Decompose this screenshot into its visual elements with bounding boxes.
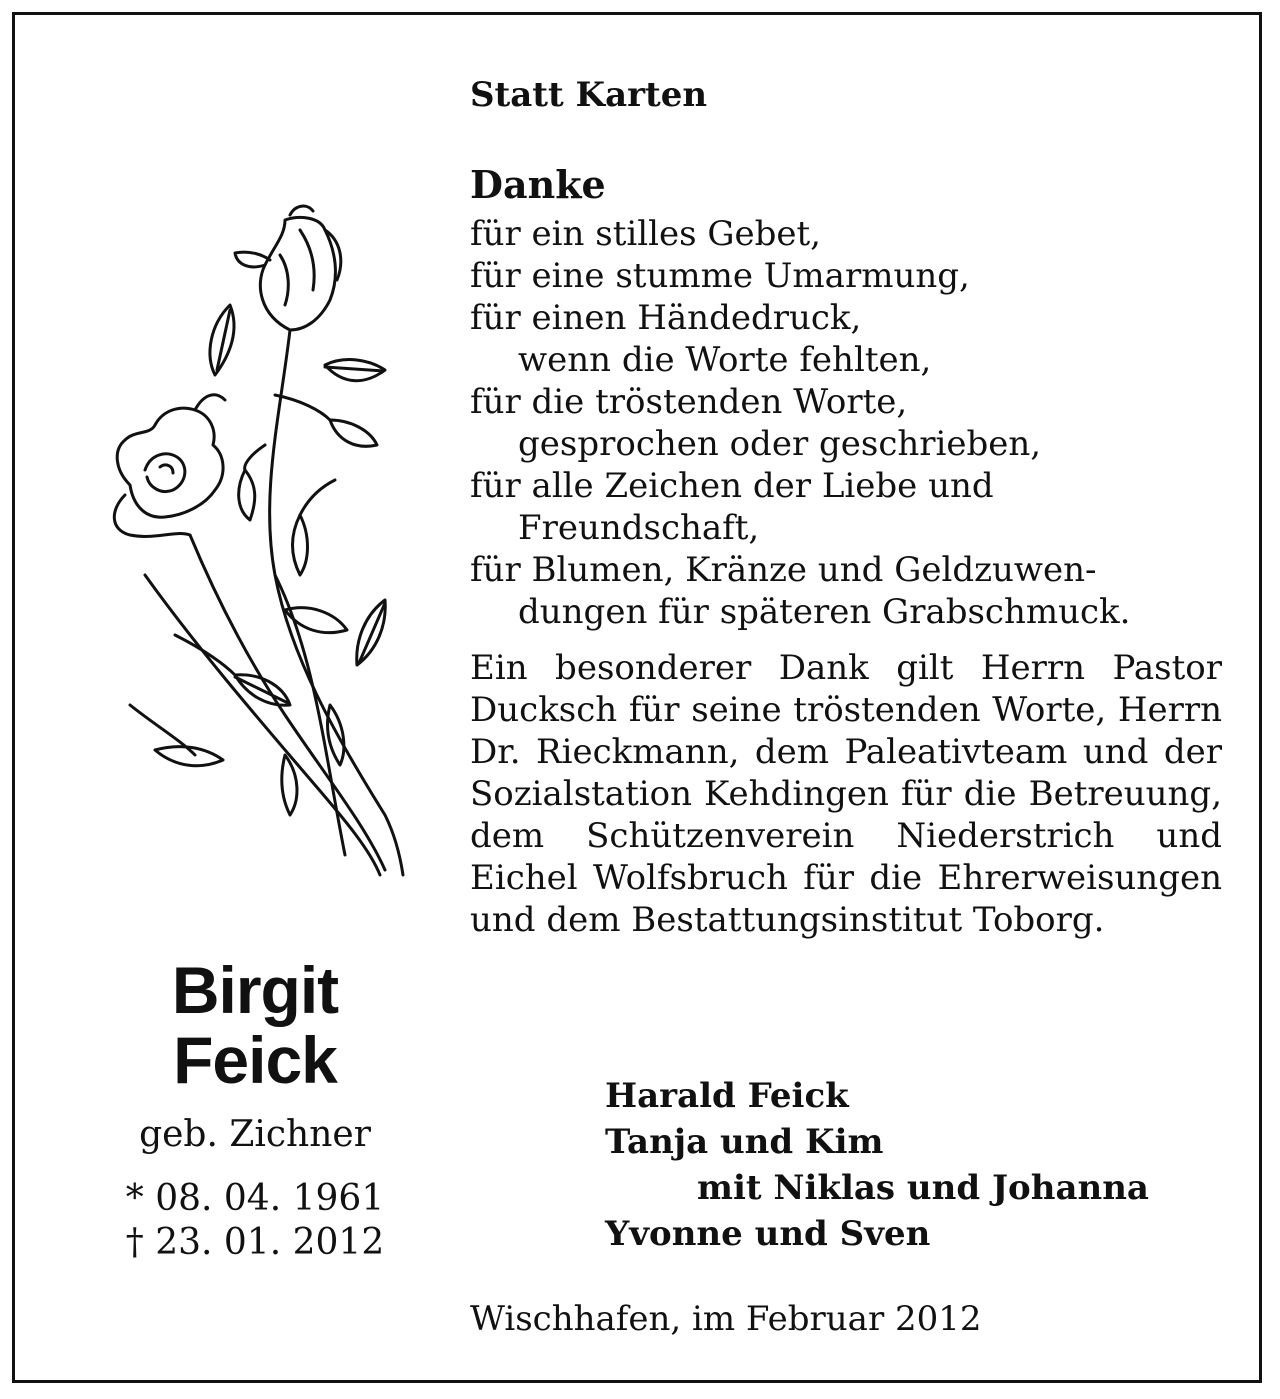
thanks-title: Danke bbox=[470, 162, 606, 207]
last-name: Feick bbox=[173, 1023, 337, 1097]
poem-line: für die tröstenden Worte, bbox=[470, 382, 908, 422]
birth-date: * 08. 04. 1961 bbox=[125, 1178, 385, 1219]
poem-line: Freundschaft, bbox=[518, 508, 760, 548]
poem-line: dungen für späteren Grabschmuck. bbox=[518, 592, 1131, 632]
life-dates bbox=[75, 1177, 435, 1265]
poem-line: für Blumen, Kränze und Geldzuwen- bbox=[470, 550, 1097, 590]
maiden-name: geb. Zichner bbox=[139, 1114, 371, 1155]
obituary-card bbox=[12, 12, 1262, 1383]
rose-illustration bbox=[85, 195, 415, 885]
signature-line: mit Niklas und Johanna bbox=[697, 1168, 1149, 1208]
signatures bbox=[605, 1073, 1149, 1257]
poem-line: für ein stilles Gebet, bbox=[470, 214, 821, 254]
poem-line: wenn die Worte fehlten, bbox=[518, 340, 932, 380]
first-name: Birgit bbox=[171, 953, 339, 1027]
thanks-paragraph: Ein besonderer Dank gilt Herrn Pastor Ducksch für seine tröstenden Worte, Herrn Dr. Rieckmann, dem Paleativteam und der Sozialstation Kehdingen für die Betreuung, dem Schützenverein Niederstrich und Eichel Wolfsbruch für die Ehrerweisungen und dem Bestattungsinstitut Toborg. bbox=[470, 648, 1222, 940]
deceased-name bbox=[75, 955, 435, 1095]
poem-line: für einen Händedruck, bbox=[470, 298, 862, 338]
poem-line: gesprochen oder geschrieben, bbox=[518, 424, 1042, 464]
thanks-poem bbox=[470, 213, 1230, 633]
poem-line: für alle Zeichen der Liebe und bbox=[470, 466, 994, 506]
place-date: Wischhafen, im Februar 2012 bbox=[470, 1299, 982, 1339]
header-text: Statt Karten bbox=[470, 75, 708, 115]
signature-line: Harald Feick bbox=[605, 1076, 849, 1116]
signature-line: Yvonne und Sven bbox=[605, 1214, 931, 1254]
poem-line: für eine stumme Umarmung, bbox=[470, 256, 970, 296]
signature-line: Tanja und Kim bbox=[605, 1122, 884, 1162]
death-date: † 23. 01. 2012 bbox=[125, 1222, 385, 1263]
